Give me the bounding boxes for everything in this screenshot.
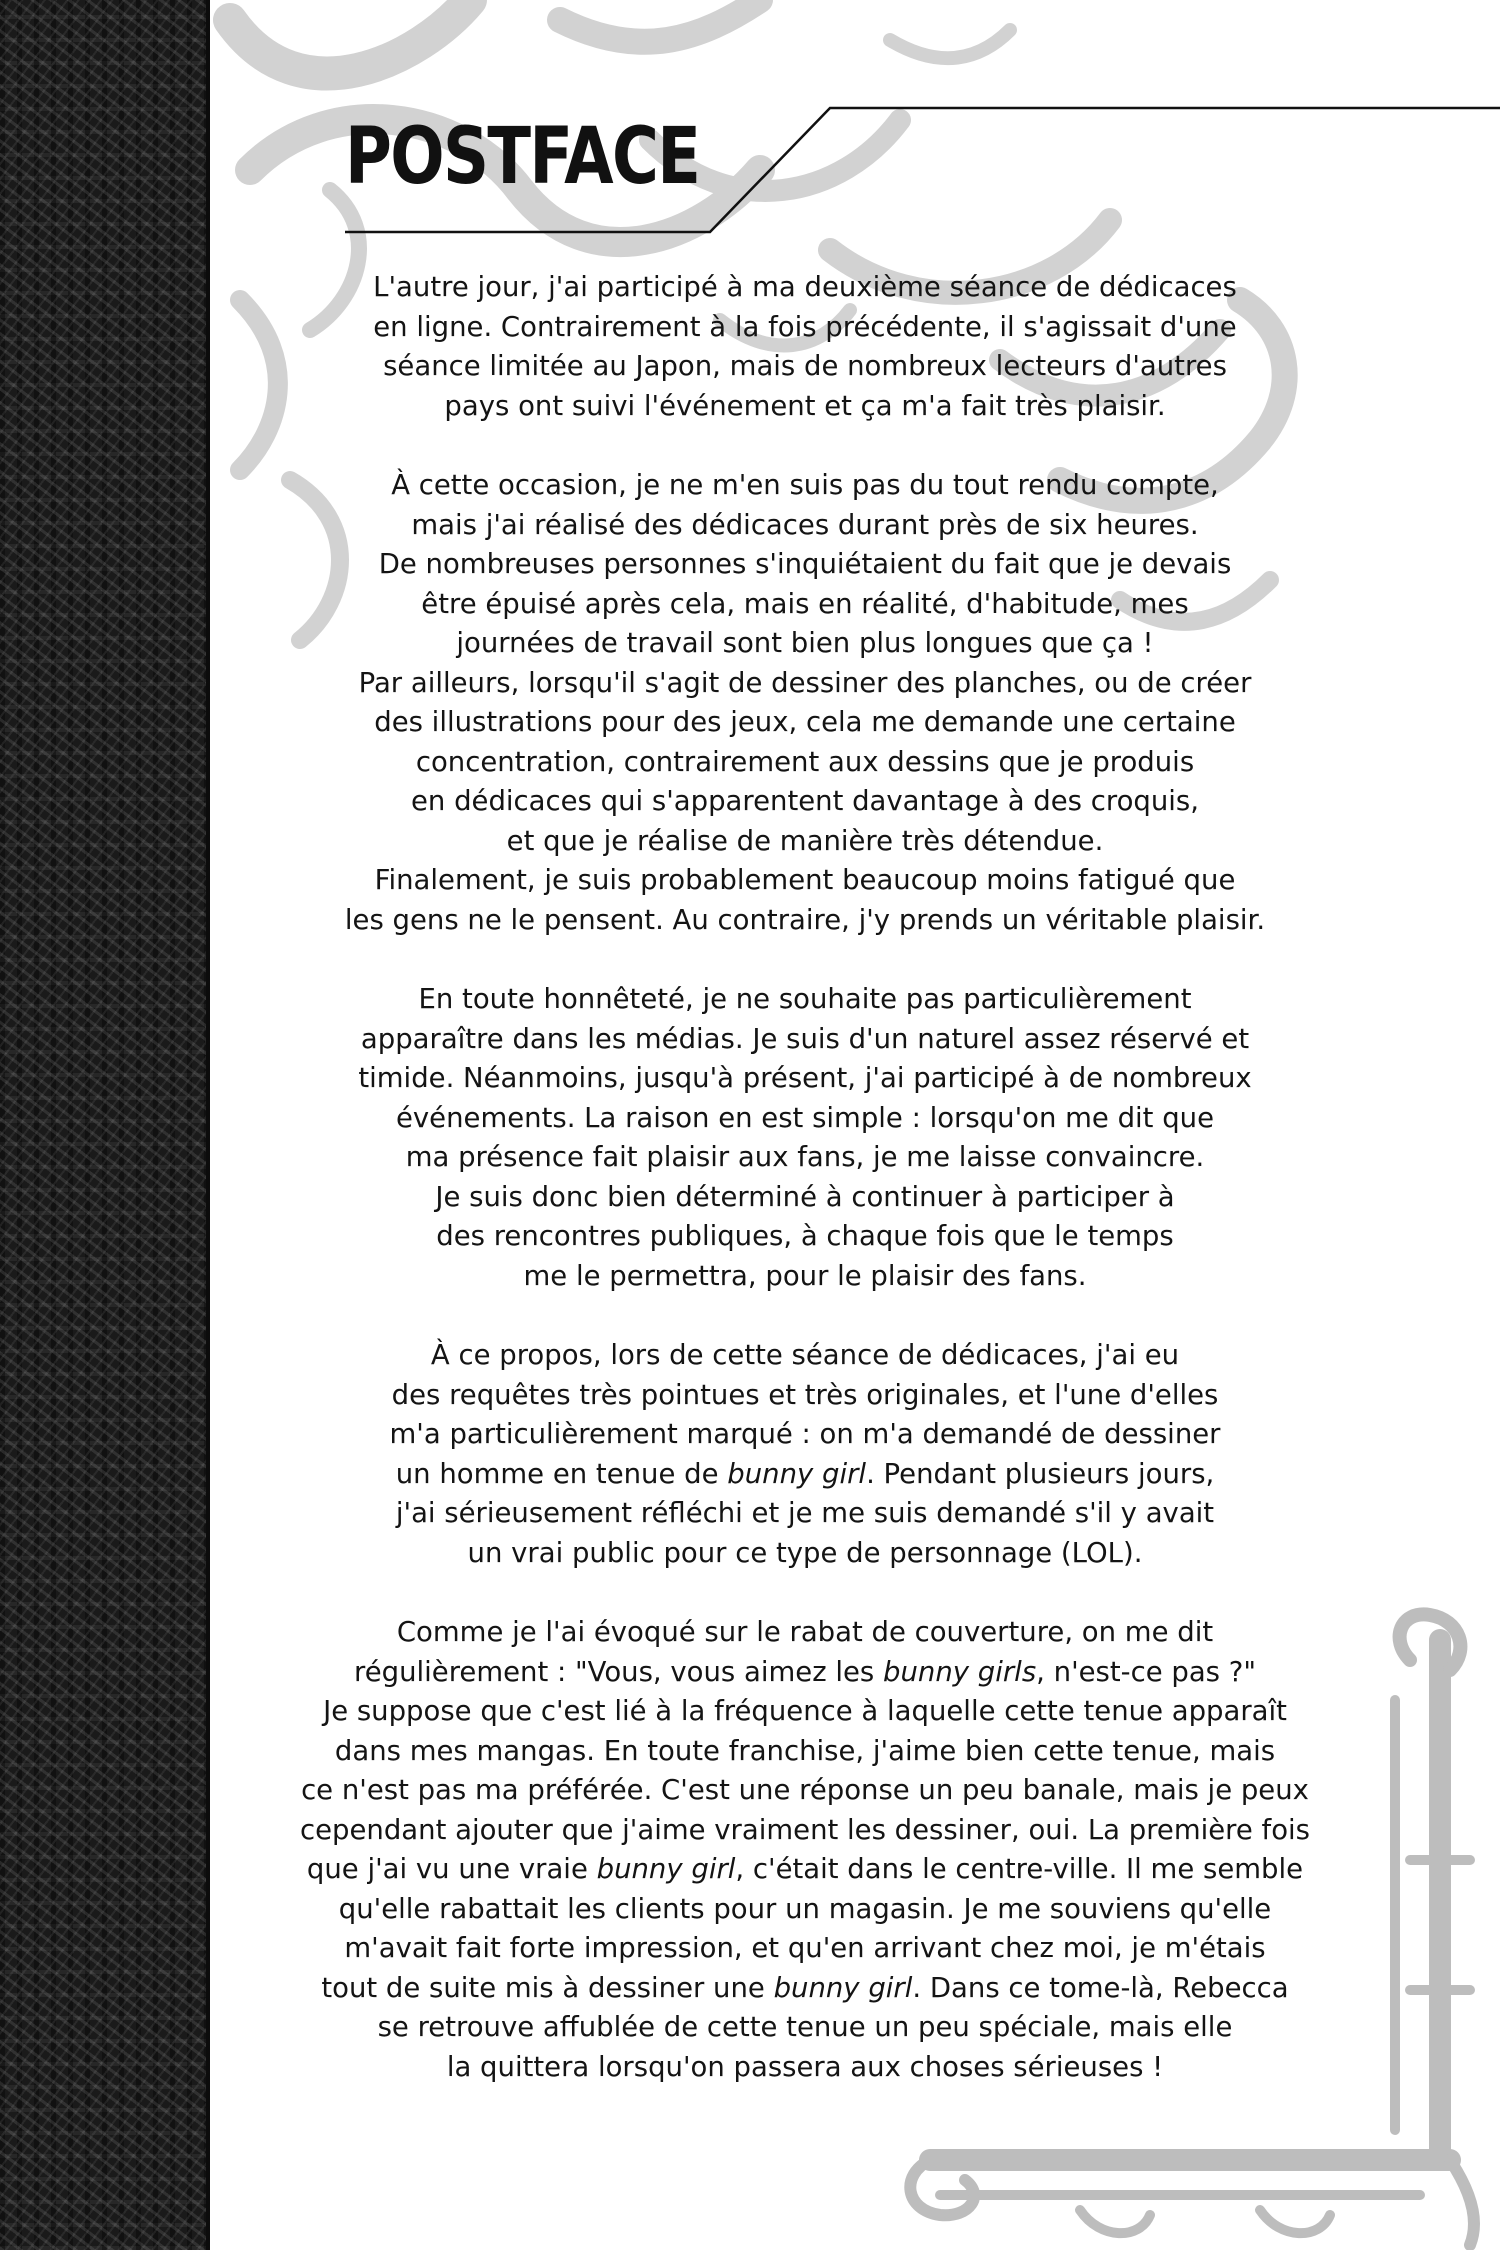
- text-line: [300, 1138, 1310, 1178]
- text-line: [300, 1929, 1310, 1969]
- text-segment: Je suppose que c'est lié à la fréquence à laquelle cette tenue apparaît: [323, 1695, 1287, 1727]
- text-line: [300, 1336, 1310, 1376]
- text-segment: concentration, contrairement aux dessins que je produis: [415, 745, 1195, 778]
- text-segment: , c'était dans le centre-ville. Il me semble: [735, 1853, 1304, 1885]
- text-line: [300, 1217, 1310, 1257]
- text-line: [300, 703, 1310, 743]
- text-segment: Finalement, je suis probablement beaucoup moins fatigué que: [374, 864, 1236, 896]
- paragraph: [300, 466, 1310, 940]
- text-line: [300, 980, 1310, 1020]
- text-segment: des illustrations pour des jeux, cela me demande une certaine: [374, 706, 1236, 738]
- text-segment: De nombreuses personnes s'inquiétaient du fait que je devais: [378, 548, 1232, 580]
- text-line: [300, 1376, 1310, 1416]
- text-segment: un vrai public pour ce type de personnage (LOL).: [467, 1536, 1143, 1569]
- italic-term: bunny girls: [883, 1655, 1037, 1688]
- text-segment: séance limitée au Japon, mais de nombreux lecteurs d'autres: [383, 350, 1227, 382]
- text-line: [300, 308, 1310, 348]
- text-segment: À ce propos, lors de cette séance de dédicaces, j'ai eu: [430, 1339, 1180, 1371]
- title-underline-rule: [0, 0, 1500, 260]
- text-line: [300, 1534, 1310, 1574]
- text-line: [300, 1811, 1310, 1851]
- text-segment: tout de suite mis à dessiner une: [321, 1971, 774, 2004]
- text-segment: qu'elle rabattait les clients pour un magasin. Je me souviens qu'elle: [338, 1892, 1272, 1925]
- text-line: [300, 2048, 1310, 2088]
- page-title: POSTFACE: [345, 112, 700, 202]
- paragraph: [300, 980, 1310, 1296]
- text-line: [300, 782, 1310, 822]
- text-line: [300, 1969, 1310, 2009]
- text-line: [300, 901, 1310, 941]
- italic-term: bunny girl: [727, 1457, 867, 1490]
- text-line: [300, 664, 1310, 704]
- text-line: [300, 1178, 1310, 1218]
- text-line: [300, 1494, 1310, 1534]
- text-segment: ma présence fait plaisir aux fans, je me laisse convaincre.: [405, 1141, 1205, 1173]
- text-line: [300, 1415, 1310, 1455]
- text-line: [300, 1890, 1310, 1930]
- text-line: [300, 1732, 1310, 1772]
- text-line: [300, 506, 1310, 546]
- text-segment: mais j'ai réalisé des dédicaces durant près de six heures.: [411, 508, 1199, 541]
- text-segment: en ligne. Contrairement à la fois précédente, il s'agissait d'une: [373, 310, 1237, 343]
- text-segment: Je suis donc bien déterminé à continuer à participer à: [435, 1180, 1175, 1213]
- text-line: [300, 1771, 1310, 1811]
- text-line: [300, 545, 1310, 585]
- text-line: [300, 387, 1310, 427]
- text-segment: la quittera lorsqu'on passera aux choses sérieuses !: [446, 2050, 1164, 2083]
- text-segment: être épuisé après cela, mais en réalité, d'habitude, mes: [421, 587, 1189, 620]
- text-line: [300, 1257, 1310, 1297]
- text-segment: que j'ai vu une vraie: [306, 1853, 597, 1885]
- text-segment: ce n'est pas ma préférée. C'est une réponse un peu banale, mais je peux: [301, 1774, 1309, 1806]
- paragraph: [300, 1613, 1310, 2087]
- text-segment: . Pendant plusieurs jours,: [866, 1457, 1215, 1490]
- text-line: [300, 1059, 1310, 1099]
- text-line: [300, 347, 1310, 387]
- text-segment: En toute honnêteté, je ne souhaite pas particulièrement: [418, 983, 1192, 1015]
- text-line: [300, 1455, 1310, 1495]
- text-segment: À cette occasion, je ne m'en suis pas du tout rendu compte,: [391, 469, 1219, 501]
- paragraph: [300, 1336, 1310, 1573]
- text-segment: en dédicaces qui s'apparentent davantage à des croquis,: [410, 785, 1199, 817]
- text-segment: des rencontres publiques, à chaque fois que le temps: [436, 1220, 1174, 1252]
- text-line: [300, 1099, 1310, 1139]
- text-line: [300, 624, 1310, 664]
- text-segment: Comme je l'ai évoqué sur le rabat de couverture, on me dit: [396, 1616, 1214, 1648]
- paragraph: [300, 268, 1310, 426]
- text-line: [300, 1692, 1310, 1732]
- text-segment: apparaître dans les médias. Je suis d'un naturel assez réservé et: [360, 1022, 1250, 1055]
- text-segment: m'avait fait forte impression, et qu'en arrivant chez moi, je m'étais: [344, 1932, 1266, 1964]
- text-segment: et que je réalise de manière très détendue.: [506, 824, 1104, 857]
- italic-term: bunny girl: [773, 1971, 913, 2004]
- text-segment: L'autre jour, j'ai participé à ma deuxième séance de dédicaces: [373, 271, 1237, 303]
- text-segment: Par ailleurs, lorsqu'il s'agit de dessiner des planches, ou de créer: [358, 666, 1252, 699]
- text-line: [300, 585, 1310, 625]
- text-segment: . Dans ce tome-là, Rebecca: [912, 1971, 1289, 2004]
- text-line: [300, 1850, 1310, 1890]
- text-line: [300, 268, 1310, 308]
- text-segment: dans mes mangas. En toute franchise, j'aime bien cette tenue, mais: [334, 1734, 1276, 1767]
- text-line: [300, 466, 1310, 506]
- text-line: [300, 822, 1310, 862]
- text-segment: j'ai sérieusement réfléchi et je me suis demandé s'il y avait: [395, 1497, 1215, 1529]
- text-segment: événements. La raison en est simple : lorsqu'on me dit que: [395, 1101, 1215, 1134]
- text-segment: régulièrement : "Vous, vous aimez les: [354, 1655, 884, 1688]
- text-line: [300, 1613, 1310, 1653]
- text-segment: un homme en tenue de: [395, 1457, 728, 1490]
- text-line: [300, 1020, 1310, 1060]
- text-segment: les gens ne le pensent. Au contraire, j'y prends un véritable plaisir.: [344, 903, 1266, 936]
- text-segment: , n'est-ce pas ?": [1036, 1655, 1256, 1688]
- text-segment: se retrouve affublée de cette tenue un peu spéciale, mais elle: [377, 2011, 1233, 2043]
- text-segment: journées de travail sont bien plus longues que ça !: [456, 627, 1154, 659]
- italic-term: bunny girl: [596, 1853, 736, 1885]
- text-segment: pays ont suivi l'événement et ça m'a fait très plaisir.: [444, 389, 1166, 422]
- text-line: [300, 1653, 1310, 1693]
- text-line: [300, 743, 1310, 783]
- text-segment: m'a particulièrement marqué : on m'a demandé de dessiner: [389, 1418, 1221, 1450]
- text-segment: timide. Néanmoins, jusqu'à présent, j'ai participé à de nombreux: [358, 1062, 1252, 1094]
- postface-body: [300, 268, 1310, 2127]
- text-segment: me le permettra, pour le plaisir des fans.: [523, 1259, 1087, 1292]
- text-line: [300, 2008, 1310, 2048]
- text-segment: cependant ajouter que j'aime vraiment les dessiner, oui. La première fois: [300, 1813, 1311, 1846]
- text-line: [300, 861, 1310, 901]
- text-segment: des requêtes très pointues et très originales, et l'une d'elles: [391, 1378, 1219, 1411]
